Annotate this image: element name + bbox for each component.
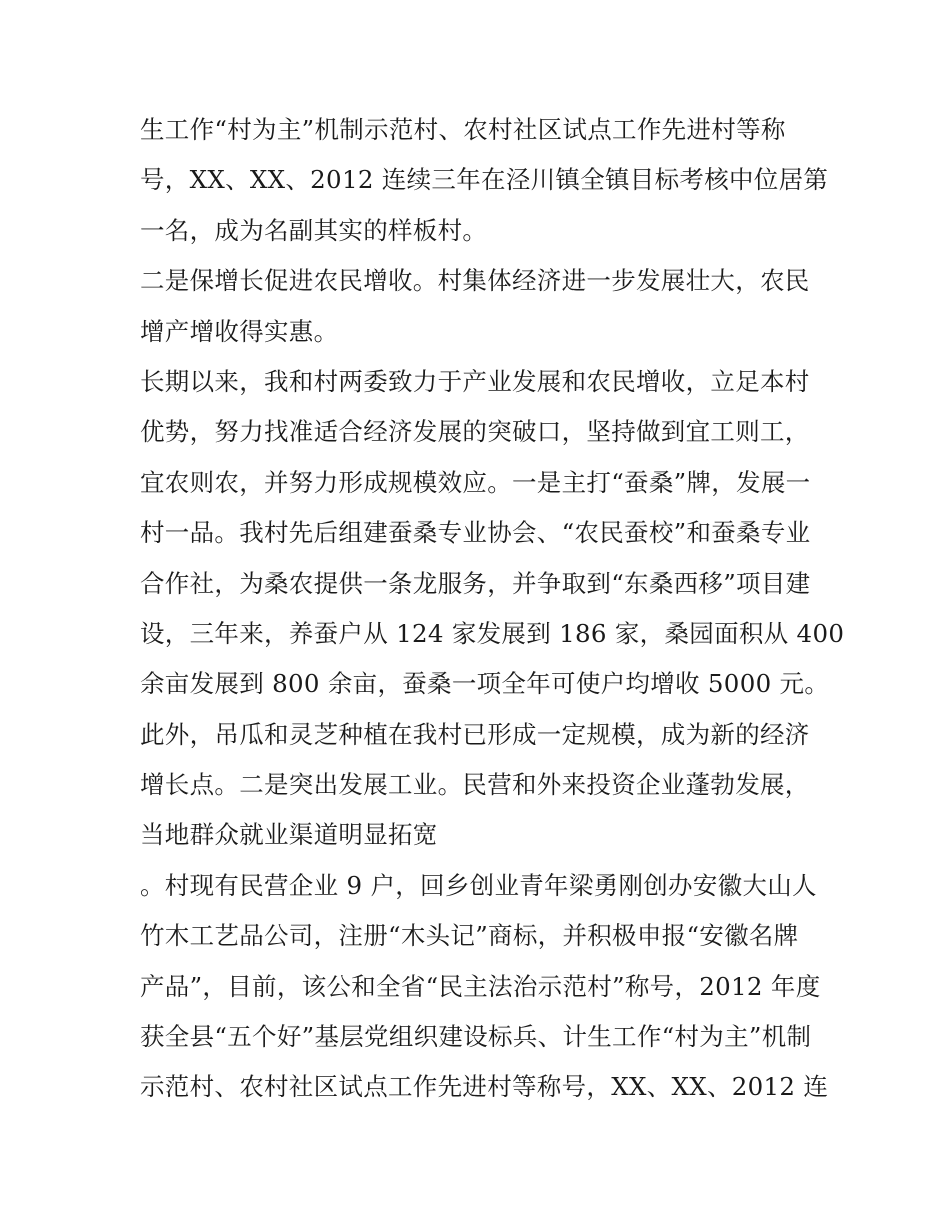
text-line: 产品”，目前，该公和全省“民主法治示范村”称号，2012 年度 — [140, 971, 821, 1001]
text-line: 增长点。二是突出发展工业。民营和外来投资企业蓬勃发展， — [140, 770, 810, 800]
text-line: 示范村、农村社区试点工作先进村等称号，XX、XX、2012 连 — [140, 1072, 829, 1102]
text-line: 合作社，为桑农提供一条龙服务，并争取到“东桑西移”项目建 — [140, 568, 811, 598]
text-line: 增产增收得实惠。 — [140, 316, 339, 346]
text-line: 余亩发展到 800 余亩，蚕桑一项全年可使户均增收 5000 元。 — [140, 669, 830, 699]
text-line: 设，三年来，养蚕户从 124 家发展到 186 家，桑园面积从 400 — [140, 618, 845, 648]
text-line: 长期以来，我和村两委致力于产业发展和农民增收，立足本村 — [140, 366, 810, 396]
text-line: 宜农则农，并努力形成规模效应。一是主打“蚕桑”牌，发展一 — [140, 467, 811, 497]
text-line: 获全县“五个好”基层党组织建设标兵、计生工作“村为主”机制 — [140, 1022, 812, 1052]
text-line: 二是保增长促进农民增收。村集体经济进一步发展壮大，农民 — [140, 266, 810, 296]
text-line: 村一品。我村先后组建蚕桑专业协会、“农民蚕校”和蚕桑专业 — [140, 518, 811, 548]
text-line: 当地群众就业渠道明显拓宽 — [140, 820, 438, 850]
text-line: 号，XX、XX、2012 连续三年在泾川镇全镇目标考核中位居第 — [140, 165, 829, 195]
text-line: 竹木工艺品公司，注册“木头记”商标，并积极申报“安徽名牌 — [140, 921, 799, 951]
text-line: 优势，努力找准适合经济发展的突破口，坚持做到宜工则工， — [140, 417, 810, 447]
text-line: 。村现有民营企业 9 户，回乡创业青年梁勇刚创办安徽大山人 — [140, 870, 817, 900]
text-line: 生工作“村为主”机制示范村、农村社区试点工作先进村等称 — [140, 115, 786, 144]
body-text — [140, 105, 845, 1113]
text-line: 一名，成为名副其实的样板村。 — [140, 215, 488, 245]
text-line: 此外，吊瓜和灵芝种植在我村已形成一定规模，成为新的经济 — [140, 719, 810, 749]
